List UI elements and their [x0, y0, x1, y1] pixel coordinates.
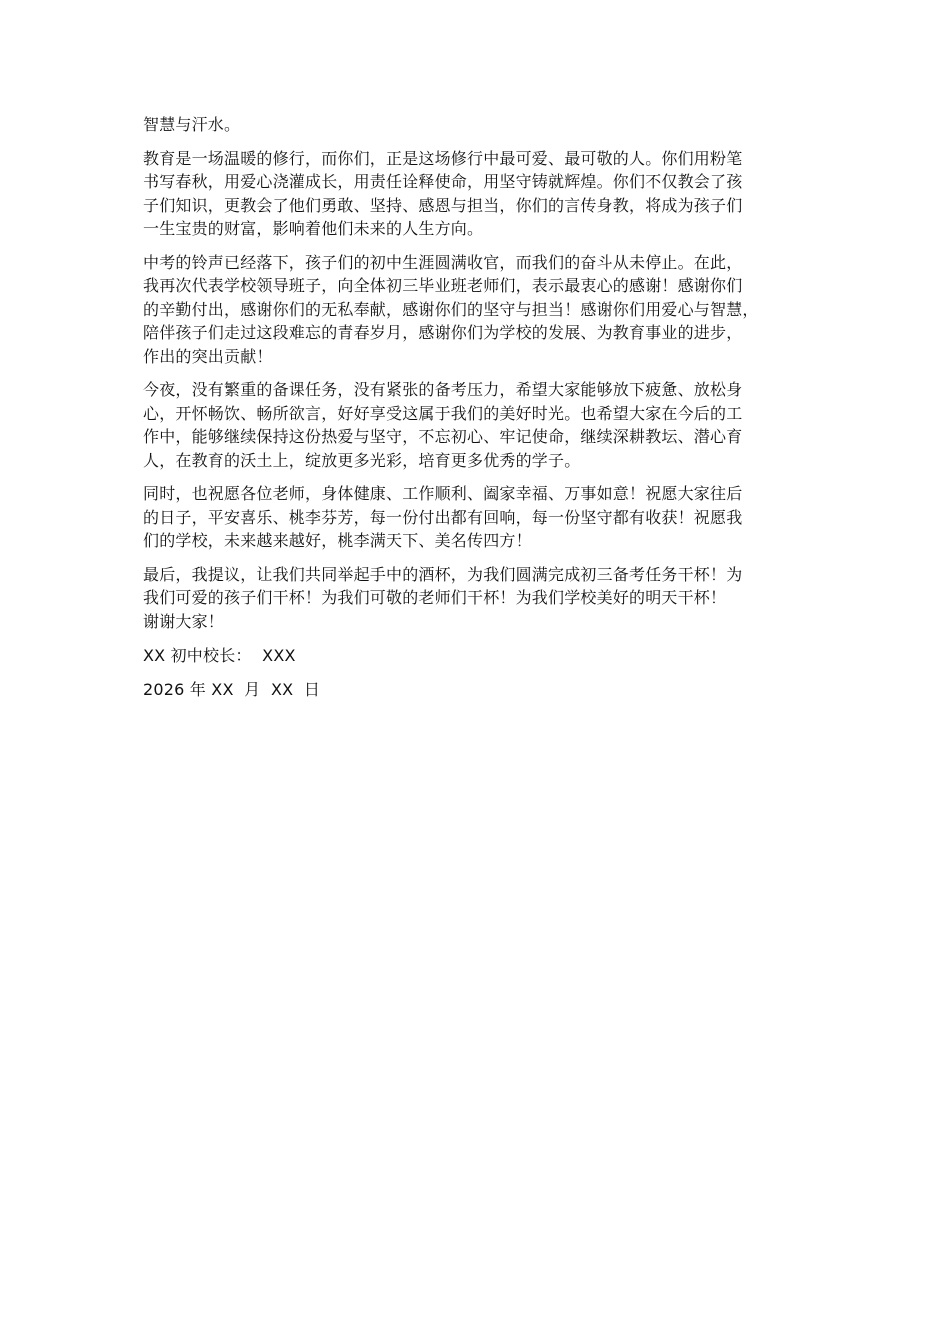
text-line: 人，在教育的沃土上，绽放更多光彩，培育更多优秀的学子。: [143, 450, 581, 470]
paragraph-4: [143, 378, 813, 472]
text-line: 一生宝贵的财富，影响着他们未来的人生方向。: [143, 219, 484, 238]
text-line: 谢谢大家！: [143, 611, 225, 631]
text-line: 心，开怀畅饮、畅所欲言，好好享受这属于我们的美好时光。也希望大家在今后的工: [143, 403, 743, 423]
paragraph-1: [143, 113, 813, 137]
text-line: 书写春秋，用爱心浇灌成长，用责任诠释使命，用坚守铸就辉煌。你们不仅教会了孩: [143, 172, 743, 191]
text-line: 作中，能够继续保持这份热爱与坚守，不忘初心、牢记使命，继续深耕教坛、潜心育: [143, 427, 743, 446]
paragraph-6: [143, 563, 813, 634]
text-line: 作出的突出贡献！: [143, 346, 273, 366]
paragraph-3: [143, 251, 813, 369]
signature-date: 2026 年 XX 月 XX 日: [143, 680, 321, 699]
text-line: 今夜，没有繁重的备课任务，没有紧张的备考压力，希望大家能够放下疲惫、放松身: [143, 380, 743, 399]
text-line: 我们可爱的孩子们干杯！为我们可敬的老师们干杯！为我们学校美好的明天干杯！: [143, 588, 727, 607]
text-line: 最后，我提议，让我们共同举起手中的酒杯，为我们圆满完成初三备考任务干杯！为: [143, 564, 743, 584]
text-line: 们的学校，未来越来越好，桃李满天下、美名传四方！: [143, 531, 532, 550]
text-line: 的日子，平安喜乐、桃李芬芳，每一份付出都有回响，每一份坚守都有收获！祝愿我: [143, 507, 743, 527]
paragraph-2: [143, 147, 813, 241]
paragraph-5: [143, 482, 813, 553]
text-line: 中考的铃声已经落下，孩子们的初中生涯圆满收官，而我们的奋斗从未停止。在此，: [143, 252, 743, 272]
text-line: 智慧与汗水。: [143, 115, 241, 134]
text-line: 同时，也祝愿各位老师，身体健康、工作顺利、阖家幸福、万事如意！祝愿大家往后: [143, 484, 743, 503]
text-line: 我再次代表学校领导班子，向全体初三毕业班老师们，表示最衷心的感谢！感谢你们: [143, 276, 743, 295]
signature-block: [143, 645, 813, 701]
text-line: 陪伴孩子们走过这段难忘的青春岁月，感谢你们为学校的发展、为教育事业的进步，: [143, 323, 743, 342]
principal-signature: XX 初中校长： XXX: [143, 646, 296, 665]
text-line: 的辛勤付出，感谢你们的无私奉献，感谢你们的坚守与担当！感谢你们用爱心与智慧，: [143, 299, 759, 319]
text-line: 子们知识，更教会了他们勇敢、坚持、感恩与担当，你们的言传身教，将成为孩子们: [143, 195, 743, 215]
text-line: 教育是一场温暖的修行，而你们，正是这场修行中最可爱、最可敬的人。你们用粉笔: [143, 148, 743, 168]
document-body: [143, 113, 813, 713]
